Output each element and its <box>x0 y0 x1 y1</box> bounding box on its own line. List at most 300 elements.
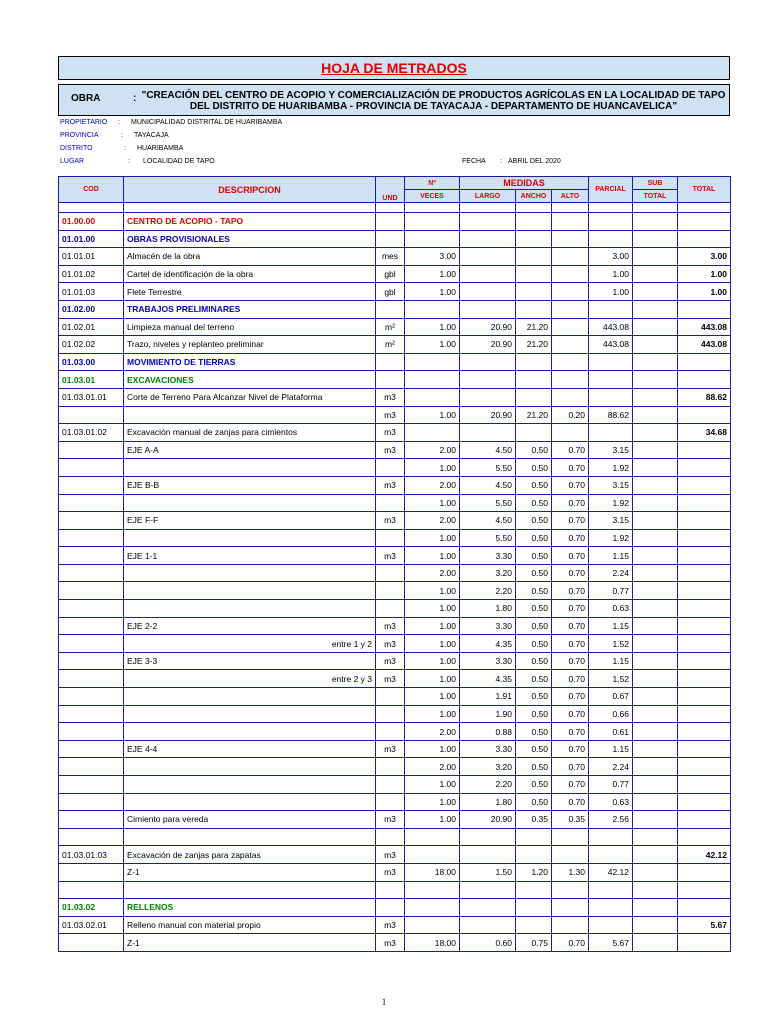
cell-cod <box>59 793 124 811</box>
cell-total <box>678 600 731 618</box>
cell-und: m² <box>376 336 405 354</box>
cell-largo: 20.90 <box>460 336 516 354</box>
table-row <box>59 881 731 899</box>
cell-alto: 0.70 <box>552 600 589 618</box>
cell-parcial <box>589 213 633 231</box>
table-row <box>59 793 731 811</box>
obra-line-1: "CREACIÓN DEL CENTRO DE ACOPIO Y COMERCIALIZACIÓN DE PRODUCTOS AGRÍCOLAS EN LA LOCALIDAD DE TAPO <box>141 90 726 101</box>
cell-parcial <box>589 388 633 406</box>
cell-total <box>678 652 731 670</box>
cell-cod: 01.02.00 <box>59 300 124 318</box>
cell-veces: 1.00 <box>405 652 460 670</box>
cell-cod <box>59 600 124 618</box>
cell-subtotal <box>633 248 678 266</box>
cell-veces <box>405 230 460 248</box>
cell-cod <box>59 758 124 776</box>
cell-ancho: 1.20 <box>516 863 552 881</box>
table-row <box>59 459 731 477</box>
cell-und: m3 <box>376 740 405 758</box>
cell-und <box>376 230 405 248</box>
cell-desc <box>124 776 376 794</box>
cell-desc: entre 1 y 2 <box>124 635 376 653</box>
cell-desc: TRABAJOS PRELIMINARES <box>124 300 376 318</box>
cell-largo: 1.90 <box>460 705 516 723</box>
cell-desc <box>124 582 376 600</box>
cell-subtotal <box>633 582 678 600</box>
cell-desc: MOVIMIENTO DE TIERRAS <box>124 353 376 371</box>
cell-und: gbl <box>376 265 405 283</box>
cell-und <box>376 776 405 794</box>
cell-und <box>376 723 405 741</box>
cell-subtotal <box>633 424 678 442</box>
cell-subtotal <box>633 318 678 336</box>
cell-veces <box>405 388 460 406</box>
cell-subtotal <box>633 371 678 389</box>
cell-alto: 0.70 <box>552 547 589 565</box>
cell-largo: 3.30 <box>460 652 516 670</box>
cell-alto <box>552 248 589 266</box>
cell-desc: Excavación manual de zanjas para cimientos <box>124 424 376 442</box>
cell-alto: 1.30 <box>552 863 589 881</box>
cell-subtotal <box>633 529 678 547</box>
cell-cod <box>59 406 124 424</box>
cell-veces: 2.00 <box>405 758 460 776</box>
cell-cod: 01.02.01 <box>59 318 124 336</box>
cell-und: m3 <box>376 863 405 881</box>
cell-und <box>376 494 405 512</box>
table-row <box>59 388 731 406</box>
table-row <box>59 512 731 530</box>
cell-ancho <box>516 828 552 846</box>
cell-total <box>678 476 731 494</box>
cell-ancho: 0.50 <box>516 740 552 758</box>
table-row <box>59 213 731 231</box>
cell-subtotal <box>633 265 678 283</box>
cell-alto: 0.70 <box>552 582 589 600</box>
cell-largo <box>460 248 516 266</box>
cell-alto <box>552 283 589 301</box>
cell-ancho: 0.50 <box>516 564 552 582</box>
cell-veces <box>405 353 460 371</box>
cell-total <box>678 494 731 512</box>
cell-cod <box>59 776 124 794</box>
cell-parcial <box>589 371 633 389</box>
cell-ancho: 0.50 <box>516 670 552 688</box>
table-row <box>59 336 731 354</box>
cell-alto <box>552 318 589 336</box>
cell-parcial <box>589 846 633 864</box>
obra-description <box>141 90 726 112</box>
col-num: Nº <box>405 177 460 190</box>
cell-parcial <box>589 881 633 899</box>
table-row <box>59 723 731 741</box>
cell-desc <box>124 688 376 706</box>
cell-alto: 0.70 <box>552 529 589 547</box>
cell-subtotal <box>633 688 678 706</box>
cell-subtotal <box>633 476 678 494</box>
cell-largo: 4.50 <box>460 441 516 459</box>
cell-cod <box>59 863 124 881</box>
cell-cod <box>59 652 124 670</box>
cell-veces <box>405 828 460 846</box>
cell-alto: 0.70 <box>552 705 589 723</box>
cell-largo: 3.20 <box>460 564 516 582</box>
cell-ancho <box>516 388 552 406</box>
cell-veces <box>405 881 460 899</box>
table-row <box>59 670 731 688</box>
cell-subtotal <box>633 617 678 635</box>
cell-alto <box>552 424 589 442</box>
cell-total <box>678 705 731 723</box>
table-row <box>59 934 731 952</box>
cell-und: m3 <box>376 934 405 952</box>
cell-veces <box>405 846 460 864</box>
cell-desc <box>124 758 376 776</box>
table-row <box>59 406 731 424</box>
cell-largo <box>460 203 516 213</box>
cell-total <box>678 512 731 530</box>
cell-subtotal <box>633 881 678 899</box>
cell-alto <box>552 265 589 283</box>
cell-veces: 1.00 <box>405 740 460 758</box>
cell-und: m3 <box>376 388 405 406</box>
cell-desc: Cimiento para vereda <box>124 811 376 829</box>
cell-und <box>376 881 405 899</box>
cell-ancho <box>516 300 552 318</box>
cell-parcial: 2.24 <box>589 758 633 776</box>
cell-subtotal <box>633 336 678 354</box>
cell-cod <box>59 203 124 213</box>
cell-ancho <box>516 846 552 864</box>
table-row <box>59 529 731 547</box>
cell-total <box>678 828 731 846</box>
cell-desc: EJE F-F <box>124 512 376 530</box>
table-row <box>59 863 731 881</box>
cell-total <box>678 793 731 811</box>
cell-und <box>376 582 405 600</box>
cell-total <box>678 617 731 635</box>
cell-largo: 3.30 <box>460 740 516 758</box>
cell-alto: 0.70 <box>552 494 589 512</box>
cell-parcial: 0.77 <box>589 776 633 794</box>
cell-cod <box>59 582 124 600</box>
cell-subtotal <box>633 512 678 530</box>
table-row <box>59 203 731 213</box>
table-row <box>59 476 731 494</box>
cell-largo: 20.90 <box>460 811 516 829</box>
cell-cod <box>59 934 124 952</box>
cell-und: m3 <box>376 635 405 653</box>
cell-cod: 01.01.00 <box>59 230 124 248</box>
cell-parcial <box>589 230 633 248</box>
cell-desc <box>124 494 376 512</box>
cell-cod <box>59 547 124 565</box>
cell-alto: 0.70 <box>552 758 589 776</box>
cell-total <box>678 863 731 881</box>
cell-largo <box>460 371 516 389</box>
cell-cod: 01.03.00 <box>59 353 124 371</box>
page-number: 1 <box>381 997 387 1007</box>
cell-largo: 20.90 <box>460 406 516 424</box>
cell-total <box>678 670 731 688</box>
cell-subtotal <box>633 670 678 688</box>
cell-veces <box>405 300 460 318</box>
cell-und <box>376 353 405 371</box>
cell-cod <box>59 881 124 899</box>
table-row <box>59 846 731 864</box>
obra-line-2: DEL DISTRITO DE HUARIBAMBA - PROVINCIA DE TAYACAJA - DEPARTAMENTO DE HUANCAVELICA" <box>189 101 678 112</box>
table-row <box>59 582 731 600</box>
cell-largo <box>460 881 516 899</box>
cell-desc: RELLENOS <box>124 899 376 917</box>
cell-cod <box>59 529 124 547</box>
cell-und <box>376 793 405 811</box>
cell-ancho: 21.20 <box>516 406 552 424</box>
cell-desc: Z-1 <box>124 934 376 952</box>
cell-subtotal <box>633 899 678 917</box>
cell-veces: 1.00 <box>405 617 460 635</box>
cell-alto: 0.70 <box>552 617 589 635</box>
cell-subtotal <box>633 300 678 318</box>
cell-largo: 3.20 <box>460 758 516 776</box>
cell-veces: 1.00 <box>405 459 460 477</box>
table-row <box>59 424 731 442</box>
cell-parcial: 3.00 <box>589 248 633 266</box>
col-largo: LARGO <box>460 190 516 203</box>
cell-ancho: 0.50 <box>516 547 552 565</box>
cell-und: m3 <box>376 476 405 494</box>
table-row <box>59 300 731 318</box>
cell-largo <box>460 828 516 846</box>
cell-parcial <box>589 300 633 318</box>
cell-total <box>678 230 731 248</box>
cell-desc: Flete Terrestre <box>124 283 376 301</box>
cell-cod <box>59 494 124 512</box>
cell-desc: Trazo, niveles y replanteo preliminar <box>124 336 376 354</box>
cell-parcial: 88.62 <box>589 406 633 424</box>
cell-und: gbl <box>376 283 405 301</box>
cell-largo <box>460 265 516 283</box>
cell-alto <box>552 300 589 318</box>
cell-subtotal <box>633 863 678 881</box>
cell-parcial: 2.24 <box>589 564 633 582</box>
cell-total: 34.68 <box>678 424 731 442</box>
cell-subtotal <box>633 846 678 864</box>
cell-parcial: 1.92 <box>589 529 633 547</box>
cell-parcial: 0.63 <box>589 793 633 811</box>
cell-parcial: 42.12 <box>589 863 633 881</box>
provincia-label: PROVINCIA <box>60 132 99 139</box>
cell-cod: 01.03.01.03 <box>59 846 124 864</box>
cell-subtotal <box>633 793 678 811</box>
cell-alto <box>552 353 589 371</box>
cell-total: 443.08 <box>678 318 731 336</box>
cell-veces: 1.00 <box>405 265 460 283</box>
page-title: HOJA DE METRADOS <box>321 60 467 76</box>
cell-subtotal <box>633 547 678 565</box>
table-row <box>59 371 731 389</box>
cell-total: 1.00 <box>678 265 731 283</box>
cell-total <box>678 688 731 706</box>
cell-cod <box>59 828 124 846</box>
cell-ancho: 0.50 <box>516 441 552 459</box>
cell-desc: EXCAVACIONES <box>124 371 376 389</box>
cell-ancho: 0.50 <box>516 529 552 547</box>
distrito-value: HUARIBAMBA <box>137 145 184 152</box>
propietario-label: PROPIETARIO <box>60 119 108 126</box>
cell-subtotal <box>633 776 678 794</box>
cell-ancho: 0.50 <box>516 635 552 653</box>
cell-desc: EJE 3-3 <box>124 652 376 670</box>
col-ancho: ANCHO <box>516 190 552 203</box>
col-sub: SUB <box>633 177 678 190</box>
cell-subtotal <box>633 459 678 477</box>
cell-subtotal <box>633 388 678 406</box>
cell-desc: EJE B-B <box>124 476 376 494</box>
cell-veces: 2.00 <box>405 512 460 530</box>
cell-subtotal <box>633 740 678 758</box>
cell-veces: 1.00 <box>405 635 460 653</box>
cell-alto <box>552 230 589 248</box>
cell-und: m3 <box>376 811 405 829</box>
cell-und <box>376 705 405 723</box>
cell-largo: 5.50 <box>460 459 516 477</box>
cell-cod <box>59 740 124 758</box>
cell-und <box>376 600 405 618</box>
col-subtotal: TOTAL <box>633 190 678 203</box>
cell-parcial <box>589 353 633 371</box>
cell-largo: 20.90 <box>460 318 516 336</box>
table-row <box>59 635 731 653</box>
cell-ancho <box>516 353 552 371</box>
cell-largo: 3.30 <box>460 617 516 635</box>
cell-und: m3 <box>376 916 405 934</box>
cell-largo: 4.50 <box>460 476 516 494</box>
cell-veces <box>405 424 460 442</box>
table-row <box>59 776 731 794</box>
table-row <box>59 230 731 248</box>
cell-desc: Cartel de identificación de la obra <box>124 265 376 283</box>
cell-desc: EJE 4-4 <box>124 740 376 758</box>
cell-und: m3 <box>376 441 405 459</box>
cell-ancho <box>516 424 552 442</box>
obra-label: OBRA <box>71 93 101 104</box>
cell-ancho: 0.50 <box>516 476 552 494</box>
cell-ancho <box>516 248 552 266</box>
cell-alto: 0.70 <box>552 740 589 758</box>
cell-parcial <box>589 899 633 917</box>
cell-alto <box>552 881 589 899</box>
cell-alto <box>552 371 589 389</box>
cell-desc: EJE A-A <box>124 441 376 459</box>
cell-parcial: 1.15 <box>589 617 633 635</box>
cell-desc <box>124 705 376 723</box>
cell-veces: 2.00 <box>405 441 460 459</box>
cell-largo <box>460 846 516 864</box>
cell-largo: 1.80 <box>460 793 516 811</box>
cell-alto <box>552 336 589 354</box>
cell-largo <box>460 300 516 318</box>
cell-desc: EJE 2-2 <box>124 617 376 635</box>
cell-und: m3 <box>376 652 405 670</box>
table-row <box>59 758 731 776</box>
obra-banner <box>58 84 730 116</box>
cell-subtotal <box>633 758 678 776</box>
col-veces: VECES <box>405 190 460 203</box>
cell-parcial: 1.52 <box>589 635 633 653</box>
cell-und: m3 <box>376 547 405 565</box>
cell-largo <box>460 899 516 917</box>
cell-veces: 1.00 <box>405 793 460 811</box>
cell-ancho: 0.50 <box>516 793 552 811</box>
cell-parcial: 0.77 <box>589 582 633 600</box>
cell-veces: 1.00 <box>405 529 460 547</box>
metrados-table <box>58 176 731 952</box>
cell-ancho: 0.50 <box>516 459 552 477</box>
cell-und <box>376 529 405 547</box>
table-body <box>59 203 731 952</box>
cell-total <box>678 213 731 231</box>
cell-und <box>376 213 405 231</box>
cell-subtotal <box>633 283 678 301</box>
cell-subtotal <box>633 934 678 952</box>
cell-und: m3 <box>376 512 405 530</box>
table-row <box>59 811 731 829</box>
cell-veces: 18.00 <box>405 863 460 881</box>
cell-subtotal <box>633 705 678 723</box>
cell-und <box>376 203 405 213</box>
cell-ancho: 0.50 <box>516 582 552 600</box>
cell-total: 1.00 <box>678 283 731 301</box>
cell-total <box>678 776 731 794</box>
cell-cod: 01.03.01.01 <box>59 388 124 406</box>
cell-desc <box>124 203 376 213</box>
cell-total <box>678 758 731 776</box>
cell-alto <box>552 388 589 406</box>
cell-parcial: 3.15 <box>589 512 633 530</box>
cell-total <box>678 582 731 600</box>
cell-total: 88.62 <box>678 388 731 406</box>
table-row <box>59 283 731 301</box>
cell-alto: 0.70 <box>552 635 589 653</box>
cell-total: 42.12 <box>678 846 731 864</box>
cell-largo <box>460 283 516 301</box>
cell-largo <box>460 230 516 248</box>
cell-total <box>678 635 731 653</box>
cell-cod <box>59 705 124 723</box>
cell-subtotal <box>633 230 678 248</box>
cell-alto <box>552 899 589 917</box>
cell-ancho: 0.50 <box>516 723 552 741</box>
cell-desc <box>124 529 376 547</box>
cell-desc: CENTRO DE ACOPIO - TAPO <box>124 213 376 231</box>
cell-alto: 0.20 <box>552 406 589 424</box>
cell-parcial: 0.66 <box>589 705 633 723</box>
cell-ancho <box>516 213 552 231</box>
cell-largo: 4.50 <box>460 512 516 530</box>
fecha-colon: : <box>500 158 502 165</box>
cell-cod: 01.03.01 <box>59 371 124 389</box>
lugar-colon: : <box>128 158 130 165</box>
cell-total <box>678 353 731 371</box>
table-row <box>59 652 731 670</box>
col-total: TOTAL <box>678 177 731 203</box>
cell-largo <box>460 424 516 442</box>
cell-largo: 2.20 <box>460 776 516 794</box>
cell-desc: entre 2 y 3 <box>124 670 376 688</box>
cell-total <box>678 547 731 565</box>
cell-parcial: 1.52 <box>589 670 633 688</box>
